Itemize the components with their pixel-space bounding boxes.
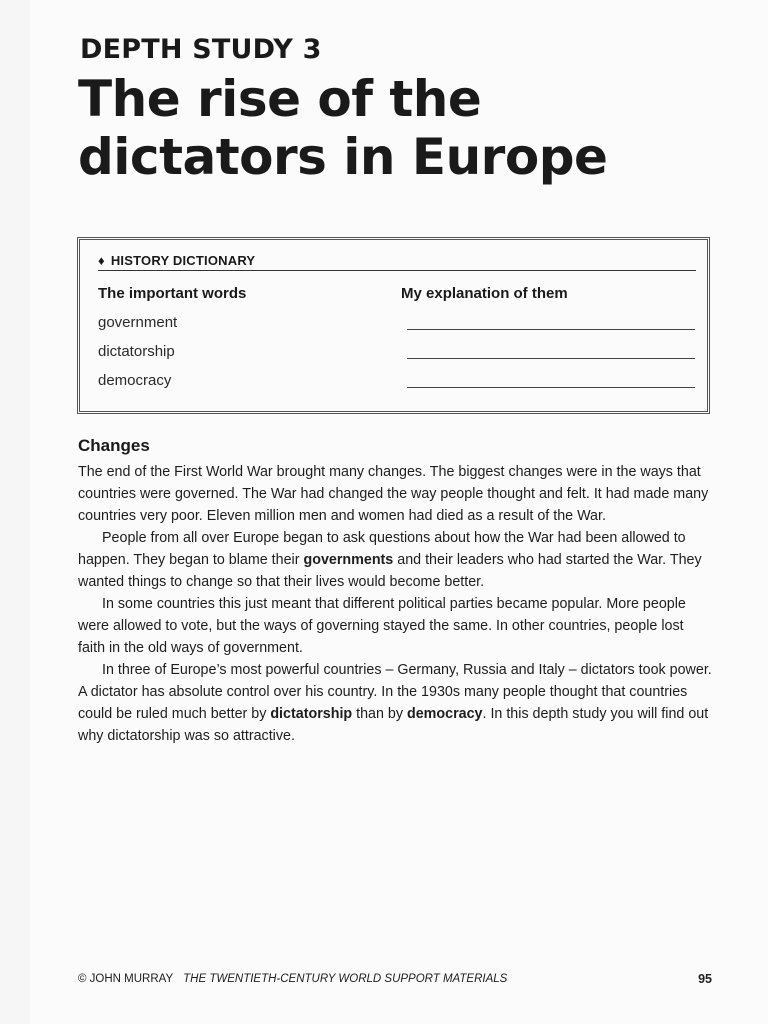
paragraph: In three of Europe’s most powerful countries – Germany, Russia and Italy – dictators took power. A dictator has absolute control over his country. In the 1930s many people thought that countries could be ruled much better by dictatorship than by democracy. In this depth study you will find out why dictatorship was so attractive. [78, 662, 712, 744]
body-text [78, 461, 714, 747]
page-footer [78, 973, 712, 985]
explanation-column-heading: My explanation of them [401, 285, 568, 302]
diamond-icon: ♦ [98, 253, 105, 268]
explanation-line [407, 387, 695, 388]
paragraph: In some countries this just meant that different political parties became popular. More people were allowed to vote, but the ways of governing stayed the same. In other countries, people lost faith in the old ways of government. [78, 596, 686, 656]
page-title [78, 70, 718, 186]
history-dictionary-box [77, 237, 710, 414]
dictionary-word: government [98, 314, 178, 331]
title-line-1: The rise of the [78, 70, 482, 128]
copyright-text: © JOHN MURRAY [78, 973, 174, 985]
page-edge [0, 0, 30, 1024]
words-column-heading: The important words [98, 285, 247, 302]
keyword-democracy: democracy [407, 706, 483, 722]
title-line-2: dictators in Europe [78, 128, 608, 186]
dictionary-rule [98, 270, 696, 271]
section-kicker: DEPTH STUDY 3 [80, 34, 322, 65]
paragraph: The end of the First World War brought many changes. The biggest changes were in the ways that countries were governed. The War had changed the way people thought and felt. It had made many countries very poor. Eleven million men and women had died as a result of the War. [78, 464, 709, 524]
keyword-dictatorship: dictatorship [270, 706, 353, 722]
dictionary-word: dictatorship [98, 343, 175, 360]
dictionary-header-label: HISTORY DICTIONARY [110, 253, 256, 268]
explanation-line [407, 358, 695, 359]
dictionary-word: democracy [98, 372, 172, 389]
keyword-governments: governments [303, 552, 394, 568]
series-title: THE TWENTIETH-CENTURY WORLD SUPPORT MATERIALS [183, 973, 508, 985]
paragraph: People from all over Europe began to ask questions about how the War had been allowed to happen. They began to blame their governments and their leaders who had started the War. They wanted things to change so that their lives would become better. [78, 530, 702, 590]
dictionary-header [98, 253, 255, 268]
section-heading: Changes [78, 436, 150, 455]
page-number: 95 [698, 972, 712, 986]
explanation-line [407, 329, 695, 330]
